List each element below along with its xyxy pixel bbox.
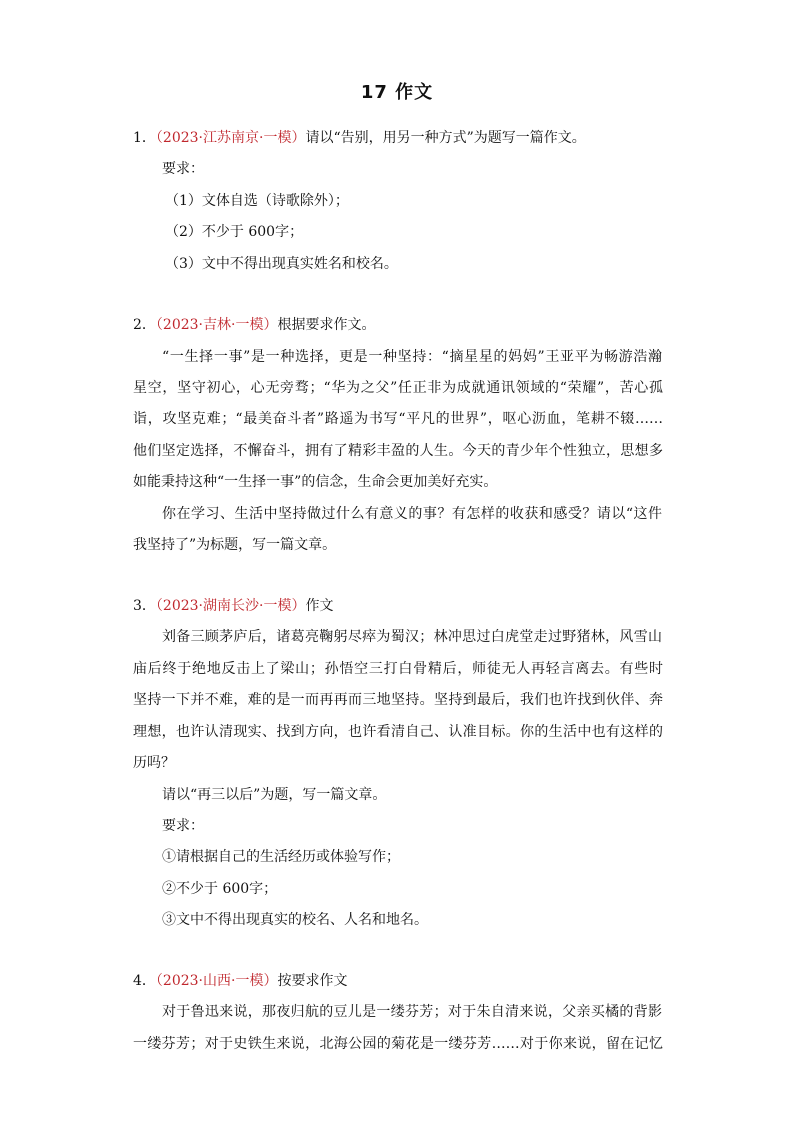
question-3-line: 刘备三顾茅庐后，诸葛亮鞠躬尽瘁为蜀汉；林冲思过白虎堂走过野猪林，风雪山 [162,629,662,645]
question-2-heading [133,315,663,335]
question-source: （2023·湖南长沙·一模） [155,598,306,614]
question-4-line: 一缕芬芳；对于史铁生来说，北海公园的菊花是一缕芬芳……对于你来说，留在记忆 [133,1036,663,1052]
question-2-line: 我坚持了”为标题，写一篇文章。 [133,537,337,553]
question-prompt: 根据要求作文。 [277,317,376,333]
question-1-line: （2）不少于 600字； [165,224,304,240]
question-3-line: 历吗？ [133,755,175,771]
question-number: 4． [133,973,156,989]
question-3-line: ①请根据自己的生活经历或体验写作； [162,849,400,865]
question-1-line: （3）文中不得出现真实姓名和校名。 [165,256,398,272]
question-3-line: ③文中不得出现真实的校名、人名和地名。 [162,912,428,928]
question-2-line: “一生择一事”是一种选择，更是一种坚持：“摘星星的妈妈”王亚平为畅游浩瀚 [162,349,662,365]
question-1-line: 要求： [162,161,204,177]
question-2-line: 你在学习、生活中坚持做过什么有意义的事？有怎样的收获和感受？请以“这件 [162,506,662,522]
question-number: 2． [133,317,156,333]
question-source: （2023·吉林·一模） [155,317,278,333]
question-3-line: 理想，也许认清现实、找到方向，也许看清自己、认准目标。你的生活中也有这样的 [133,724,663,740]
question-3-line: 坚持一下并不难，难的是一而再再而三地坚持。坚持到最后，我们也许找到伙伴、奔 [133,692,663,708]
question-2-line: 他们坚定选择，不懈奋斗，拥有了精彩丰盈的人生。今天的青少年个性独立，思想多 [133,443,663,459]
question-3-line: ②不少于 600字； [162,881,278,897]
question-3-line: 请以“再三以后”为题，写一篇文章。 [162,787,387,803]
question-prompt: 作文 [305,598,334,614]
question-3-line: 要求： [162,818,204,834]
question-1-line: （1）文体自选（诗歌除外）； [165,193,349,209]
question-prompt: 请以“告别，用另一种方式”为题写一篇作文。 [305,130,586,146]
question-3-line: 庙后终于绝地反击上了梁山；孙悟空三打白骨精后，师徒无人再轻言离去。有些时 [133,661,663,677]
page-title: 17 作文 [360,82,434,103]
question-prompt: 按要求作文 [277,973,348,989]
question-3-heading [133,596,663,616]
question-number: 3． [133,598,156,614]
question-number: 1． [133,130,156,146]
question-source: （2023·山西·一模） [155,973,278,989]
question-4-line: 对于鲁迅来说，那夜归航的豆儿是一缕芬芳；对于朱自清来说，父亲买橘的背影 [162,1004,662,1020]
question-2-line: 如能秉持这种“一生择一事”的信念，生命会更加美好充实。 [133,474,498,490]
question-source: （2023·江苏南京·一模） [155,130,306,146]
question-1-heading [133,128,663,148]
question-2-line: 星空，坚守初心，心无旁骛；“华为之父”任正非为成就通讯领域的“荣耀”，苦心孤 [133,380,663,396]
question-4-heading [133,971,663,991]
question-2-line: 诣，攻坚克难；“最美奋斗者”路遥为书写“平凡的世界”，呕心沥血，笔耕不辍…… [133,411,663,427]
